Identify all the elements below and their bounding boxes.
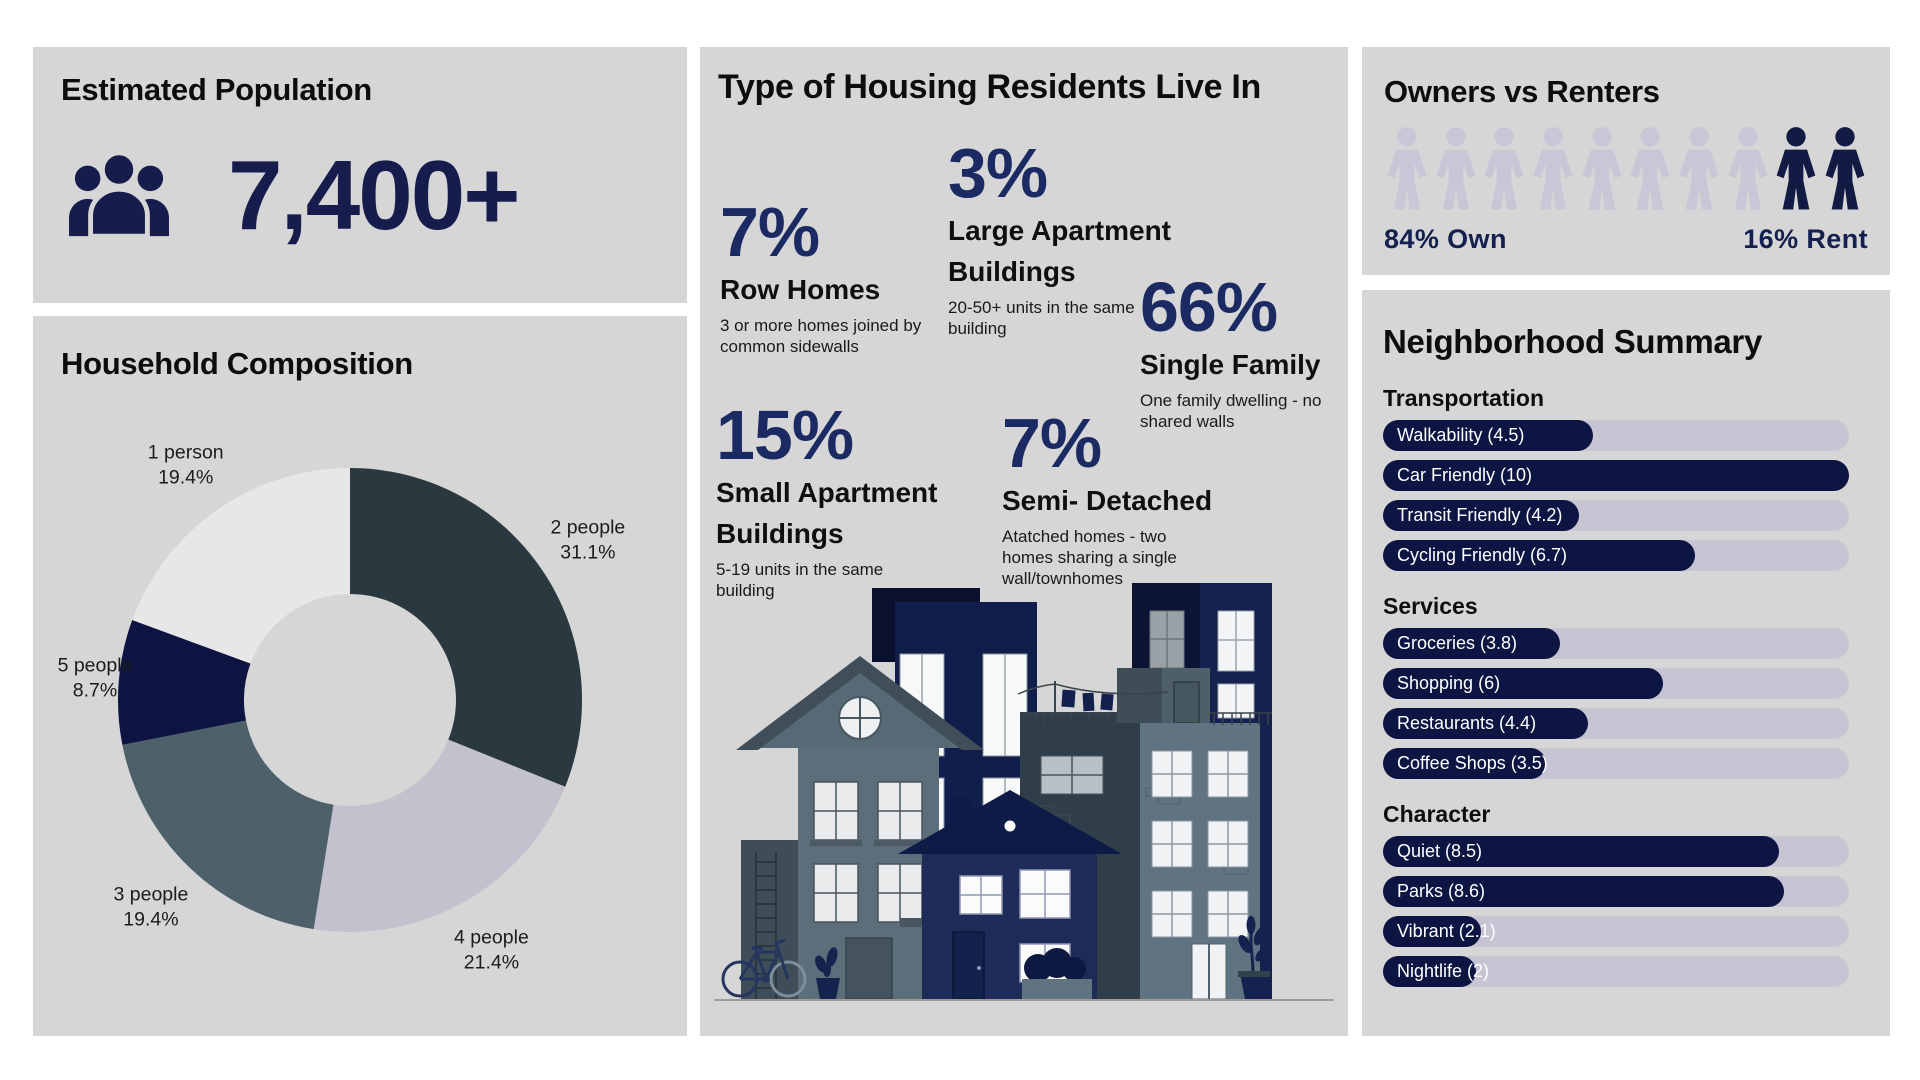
owner-person-icon bbox=[1384, 126, 1430, 212]
housing-title: Type of Housing Residents Live In bbox=[718, 68, 1261, 106]
owner-person-icon bbox=[1579, 126, 1625, 212]
rating-track bbox=[1383, 540, 1849, 571]
population-stat-row bbox=[61, 140, 659, 250]
donut-slice-2-people bbox=[350, 468, 582, 787]
household-title: Household Composition bbox=[61, 346, 413, 381]
rating-fill bbox=[1383, 916, 1496, 947]
housing-desc: 20-50+ units in the same building bbox=[948, 297, 1135, 338]
donut-label: 5 people 8.7% bbox=[57, 654, 133, 702]
rating-label: Nightlife (2) bbox=[1397, 961, 1490, 981]
rating-fill bbox=[1383, 460, 1849, 491]
rating-fill bbox=[1383, 540, 1695, 571]
household-composition-card bbox=[33, 316, 687, 1036]
housing-stat-semi-detached bbox=[1002, 404, 1214, 590]
summary-title: Neighborhood Summary bbox=[1383, 323, 1763, 360]
owners-pictogram bbox=[1384, 126, 1868, 212]
rating-label: Restaurants (4.4) bbox=[1397, 713, 1537, 733]
summary-section-services bbox=[1383, 593, 1869, 779]
rating-fill bbox=[1383, 420, 1593, 451]
housing-pct: 7% bbox=[720, 193, 820, 271]
rating-label: Transit Friendly (4.2) bbox=[1397, 505, 1563, 525]
housing-label: Single Family bbox=[1140, 349, 1321, 381]
housing-desc: One family dwelling - no shared walls bbox=[1140, 390, 1322, 432]
donut-label: 3 people 19.4% bbox=[113, 883, 189, 931]
donut-label: 1 person 19.4% bbox=[147, 441, 224, 489]
estimated-population-card bbox=[33, 47, 687, 303]
rating-track bbox=[1383, 836, 1849, 867]
rating-label: Groceries (3.8) bbox=[1397, 633, 1518, 653]
housing-stat-row-homes bbox=[720, 193, 952, 357]
owners-labels bbox=[1384, 224, 1868, 255]
rating-track bbox=[1383, 876, 1849, 907]
people-group-icon bbox=[65, 146, 173, 244]
owner-person-icon bbox=[1530, 126, 1576, 212]
rating-label: Vibrant (2.1) bbox=[1397, 921, 1496, 941]
housing-pct: 15% bbox=[716, 396, 854, 474]
rating-track bbox=[1383, 708, 1849, 739]
housing-pct: 7% bbox=[1002, 404, 1102, 482]
rating-fill bbox=[1383, 836, 1779, 867]
rating-track bbox=[1383, 668, 1849, 699]
owner-person-icon bbox=[1725, 126, 1771, 212]
rating-label: Cycling Friendly (6.7) bbox=[1397, 545, 1568, 565]
city-illustration bbox=[700, 566, 1348, 1036]
rating-track bbox=[1383, 460, 1849, 491]
housing-label: Row Homes bbox=[720, 274, 881, 306]
donut-label: 2 people 31.1% bbox=[550, 516, 626, 564]
owners-title: Owners vs Renters bbox=[1384, 74, 1660, 109]
housing-label: Small Apartment Buildings bbox=[716, 477, 938, 549]
rating-label: Shopping (6) bbox=[1397, 673, 1501, 693]
owners-vs-renters-card bbox=[1362, 47, 1890, 275]
rating-track bbox=[1383, 420, 1849, 451]
rating-fill bbox=[1383, 668, 1663, 699]
rating-fill bbox=[1383, 500, 1579, 531]
summary-sections bbox=[1383, 385, 1869, 987]
section-title: Character bbox=[1383, 801, 1491, 827]
rent-percentage-label: 16% Rent bbox=[1743, 224, 1868, 254]
summary-section-character bbox=[1383, 801, 1869, 987]
section-title: Services bbox=[1383, 593, 1478, 619]
rating-fill bbox=[1383, 876, 1784, 907]
housing-desc: 5-19 units in the same building bbox=[716, 559, 884, 600]
rating-label: Quiet (8.5) bbox=[1397, 841, 1483, 861]
donut-label: 4 people 21.4% bbox=[453, 926, 529, 974]
owner-person-icon bbox=[1433, 126, 1479, 212]
housing-desc: 3 or more homes joined by common sidewalls bbox=[720, 315, 922, 357]
renter-person-icon bbox=[1822, 126, 1868, 212]
owner-person-icon bbox=[1627, 126, 1673, 212]
housing-types-card bbox=[700, 47, 1348, 1036]
rating-label: Car Friendly (10) bbox=[1397, 465, 1533, 485]
owner-person-icon bbox=[1676, 126, 1722, 212]
housing-desc: Atatched homes - two homes sharing a single wall/townhomes bbox=[1002, 526, 1177, 589]
rating-track bbox=[1383, 628, 1849, 659]
rating-track bbox=[1383, 748, 1849, 779]
rating-label: Coffee Shops (3.5) bbox=[1397, 753, 1548, 773]
rating-track bbox=[1383, 956, 1849, 987]
rating-track bbox=[1383, 500, 1849, 531]
own-percentage-label: 84% Own bbox=[1384, 224, 1507, 254]
housing-pct: 3% bbox=[948, 134, 1048, 212]
population-value: 7,400+ bbox=[228, 140, 519, 250]
summary-section-transportation bbox=[1383, 385, 1869, 571]
rating-fill bbox=[1383, 956, 1490, 987]
section-title: Transportation bbox=[1383, 385, 1545, 411]
rating-label: Parks (8.6) bbox=[1397, 881, 1486, 901]
rating-track bbox=[1383, 916, 1849, 947]
rating-fill bbox=[1383, 708, 1588, 739]
neighborhood-summary-card bbox=[1362, 290, 1890, 1036]
housing-label: Semi- Detached bbox=[1002, 485, 1213, 517]
population-title: Estimated Population bbox=[61, 72, 372, 107]
household-donut-chart bbox=[33, 316, 687, 1036]
rating-fill bbox=[1383, 628, 1560, 659]
owner-person-icon bbox=[1481, 126, 1527, 212]
rating-fill bbox=[1383, 748, 1546, 779]
housing-label: Large Apartment Buildings bbox=[948, 215, 1172, 287]
rating-label: Walkability (4.5) bbox=[1397, 425, 1525, 445]
housing-pct: 66% bbox=[1140, 268, 1278, 346]
renter-person-icon bbox=[1773, 126, 1819, 212]
